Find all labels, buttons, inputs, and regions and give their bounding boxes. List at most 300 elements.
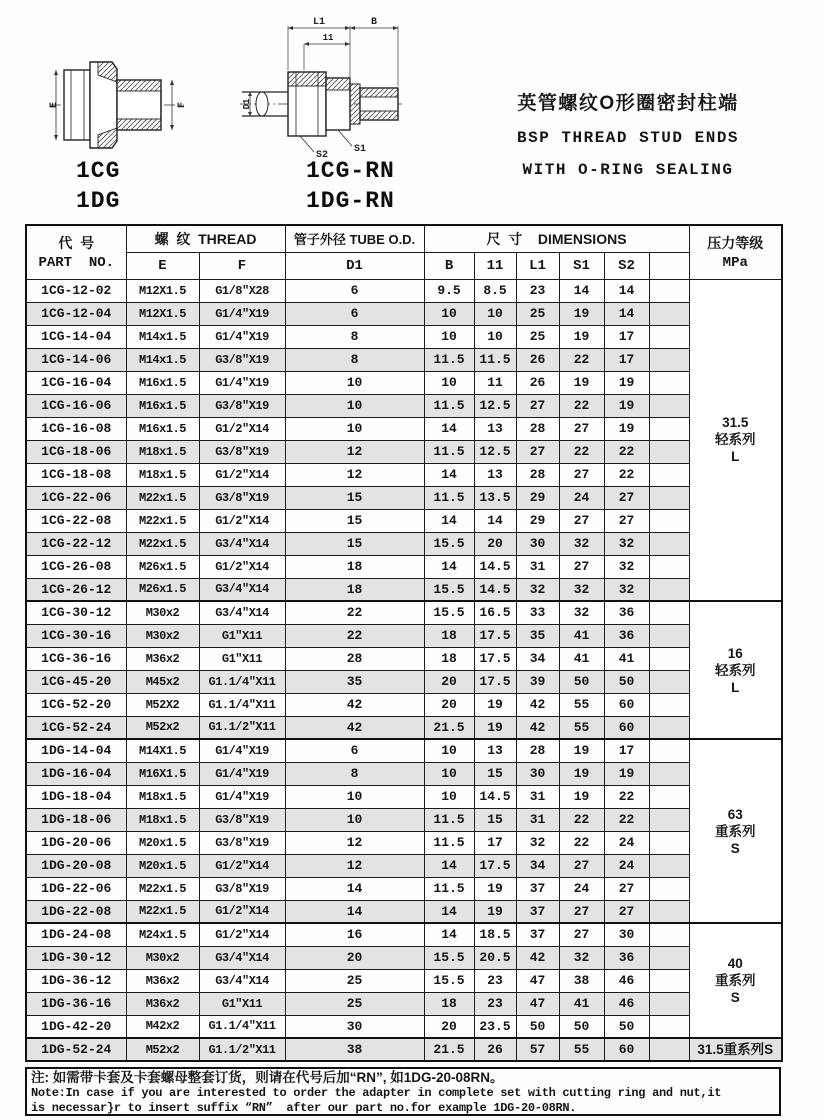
blank-cell bbox=[649, 670, 689, 693]
thread-e-cell: M12X1.5 bbox=[126, 279, 199, 302]
note-line-en-1: Note:In case if you are interested to order the adapter in complete set with cutting ring and nut,it bbox=[31, 1086, 722, 1100]
dim-l1-cell: 57 bbox=[516, 1038, 559, 1061]
table-row bbox=[26, 877, 782, 900]
dim-l1-small-cell: 17.5 bbox=[474, 624, 516, 647]
dim-l1-cell: 39 bbox=[516, 670, 559, 693]
tube-od-d1-cell: 38 bbox=[285, 1038, 424, 1061]
thread-e-cell: M30x2 bbox=[126, 946, 199, 969]
dim-s2-cell: 19 bbox=[604, 394, 649, 417]
dim-s2-cell: 17 bbox=[604, 739, 649, 762]
part-no-cell: 1DG-22-08 bbox=[26, 900, 126, 923]
table-row bbox=[26, 923, 782, 946]
blank-cell bbox=[649, 739, 689, 762]
tube-od-d1-cell: 6 bbox=[285, 279, 424, 302]
part-no-cell: 1DG-18-04 bbox=[26, 785, 126, 808]
part-no-cell: 1CG-16-04 bbox=[26, 371, 126, 394]
spec-table bbox=[25, 224, 783, 1062]
blank-cell bbox=[649, 762, 689, 785]
dim-l1-cell: 28 bbox=[516, 417, 559, 440]
blank-cell bbox=[649, 946, 689, 969]
dim-s2-cell: 22 bbox=[604, 785, 649, 808]
tube-od-d1-cell: 8 bbox=[285, 348, 424, 371]
thread-e-cell: M14x1.5 bbox=[126, 348, 199, 371]
blank-cell bbox=[649, 624, 689, 647]
dim-s2-cell: 60 bbox=[604, 693, 649, 716]
table-row bbox=[26, 969, 782, 992]
dim-l1-cell: 26 bbox=[516, 348, 559, 371]
thread-f-cell: G1/2″X14 bbox=[199, 509, 285, 532]
dim-b-cell: 18 bbox=[424, 624, 474, 647]
blank-cell bbox=[649, 555, 689, 578]
table-row bbox=[26, 762, 782, 785]
dim-s2-cell: 24 bbox=[604, 854, 649, 877]
blank-cell bbox=[649, 900, 689, 923]
table-row bbox=[26, 624, 782, 647]
table-row bbox=[26, 486, 782, 509]
dim-b-cell: 10 bbox=[424, 762, 474, 785]
dim-b-cell: 15.5 bbox=[424, 969, 474, 992]
dim-l1-cell: 23 bbox=[516, 279, 559, 302]
tube-od-d1-cell: 12 bbox=[285, 854, 424, 877]
part-no-cell: 1DG-20-08 bbox=[26, 854, 126, 877]
dim-s1-cell: 27 bbox=[559, 463, 604, 486]
dim-b-cell: 15.5 bbox=[424, 578, 474, 601]
dim-l1-small-cell: 19 bbox=[474, 877, 516, 900]
tube-od-d1-cell: 14 bbox=[285, 900, 424, 923]
dim-b-cell: 11.5 bbox=[424, 831, 474, 854]
dim-s2-cell: 19 bbox=[604, 762, 649, 785]
dim-s1-cell: 55 bbox=[559, 693, 604, 716]
dim-s1-cell: 55 bbox=[559, 716, 604, 739]
dim-s2-cell: 27 bbox=[604, 509, 649, 532]
dim-s2-cell: 19 bbox=[604, 417, 649, 440]
thread-f-cell: G1/4″X19 bbox=[199, 762, 285, 785]
table-row bbox=[26, 601, 782, 624]
dim-s2-cell: 22 bbox=[604, 463, 649, 486]
thread-e-cell: M26x1.5 bbox=[126, 555, 199, 578]
part-no-cell: 1CG-36-16 bbox=[26, 647, 126, 670]
thread-f-cell: G1.1/2″X11 bbox=[199, 1038, 285, 1061]
dim-s1-cell: 22 bbox=[559, 348, 604, 371]
dim-s2-cell: 24 bbox=[604, 831, 649, 854]
dim-l1-cell: 32 bbox=[516, 578, 559, 601]
dim-l1-cell: 25 bbox=[516, 325, 559, 348]
thread-e-cell: M20x1.5 bbox=[126, 831, 199, 854]
part-no-cell: 1DG-24-08 bbox=[26, 923, 126, 946]
blank-cell bbox=[649, 992, 689, 1015]
dim-l1-small-cell: 15 bbox=[474, 808, 516, 831]
dim-s1-cell: 32 bbox=[559, 601, 604, 624]
dim-s1-cell: 50 bbox=[559, 1015, 604, 1038]
dim-s1-cell: 22 bbox=[559, 394, 604, 417]
dim-s2-cell: 22 bbox=[604, 808, 649, 831]
blank-cell bbox=[649, 785, 689, 808]
table-row bbox=[26, 302, 782, 325]
thread-f-cell: G1″X11 bbox=[199, 647, 285, 670]
dim-s2-cell: 36 bbox=[604, 601, 649, 624]
tube-od-d1-cell: 35 bbox=[285, 670, 424, 693]
dim-l1-cell: 27 bbox=[516, 394, 559, 417]
blank-cell bbox=[649, 440, 689, 463]
thread-e-cell: M16X1.5 bbox=[126, 762, 199, 785]
dim-l1-cell: 37 bbox=[516, 900, 559, 923]
thread-e-cell: M22x1.5 bbox=[126, 486, 199, 509]
header-d1: D1 bbox=[285, 252, 424, 279]
dim-l1-small-cell: 10 bbox=[474, 325, 516, 348]
dim-label-s2: S2 bbox=[316, 150, 329, 161]
dim-s1-cell: 27 bbox=[559, 509, 604, 532]
dim-b-cell: 15.5 bbox=[424, 946, 474, 969]
thread-f-cell: G3/8″X19 bbox=[199, 831, 285, 854]
blank-cell bbox=[649, 969, 689, 992]
dim-b-cell: 10 bbox=[424, 325, 474, 348]
tube-od-d1-cell: 10 bbox=[285, 808, 424, 831]
blank-cell bbox=[649, 371, 689, 394]
pressure-rating-cell: 31.5 轻系列 L bbox=[689, 279, 782, 601]
dim-l1-small-cell: 23 bbox=[474, 992, 516, 1015]
blank-cell bbox=[649, 279, 689, 302]
dim-l1-cell: 31 bbox=[516, 785, 559, 808]
blank-cell bbox=[649, 693, 689, 716]
part-no-cell: 1CG-16-08 bbox=[26, 417, 126, 440]
dim-b-cell: 11.5 bbox=[424, 348, 474, 371]
dim-b-cell: 11.5 bbox=[424, 486, 474, 509]
dim-s1-cell: 27 bbox=[559, 417, 604, 440]
part-no-cell: 1CG-22-08 bbox=[26, 509, 126, 532]
dim-s1-cell: 41 bbox=[559, 992, 604, 1015]
thread-f-cell: G3/4″X14 bbox=[199, 532, 285, 555]
dim-l1-small-cell: 14 bbox=[474, 509, 516, 532]
dim-s2-cell: 32 bbox=[604, 532, 649, 555]
thread-f-cell: G1/2″X14 bbox=[199, 923, 285, 946]
thread-f-cell: G3/8″X19 bbox=[199, 877, 285, 900]
tube-od-d1-cell: 6 bbox=[285, 302, 424, 325]
dim-l1-small-cell: 12.5 bbox=[474, 394, 516, 417]
tube-od-d1-cell: 25 bbox=[285, 992, 424, 1015]
dim-s2-cell: 17 bbox=[604, 348, 649, 371]
thread-f-cell: G1.1/4″X11 bbox=[199, 693, 285, 716]
thread-e-cell: M18x1.5 bbox=[126, 463, 199, 486]
blank-cell bbox=[649, 348, 689, 371]
dim-l1-cell: 34 bbox=[516, 647, 559, 670]
dim-l1-small-cell: 14.5 bbox=[474, 785, 516, 808]
dim-s2-cell: 60 bbox=[604, 716, 649, 739]
thread-f-cell: G1/4″X19 bbox=[199, 302, 285, 325]
tube-od-d1-cell: 6 bbox=[285, 739, 424, 762]
dim-s2-cell: 60 bbox=[604, 1038, 649, 1061]
thread-e-cell: M42x2 bbox=[126, 1015, 199, 1038]
dim-b-cell: 14 bbox=[424, 417, 474, 440]
dim-label-s1: S1 bbox=[354, 144, 367, 155]
thread-e-cell: M45x2 bbox=[126, 670, 199, 693]
page-title-zh: 英管螺纹O形圈密封柱端 bbox=[517, 93, 739, 114]
dim-l1-small-cell: 8.5 bbox=[474, 279, 516, 302]
dim-l1-small-cell: 13 bbox=[474, 417, 516, 440]
dim-s2-cell: 27 bbox=[604, 877, 649, 900]
dim-l1-small-cell: 11.5 bbox=[474, 348, 516, 371]
blank-cell bbox=[649, 532, 689, 555]
part-no-cell: 1CG-26-08 bbox=[26, 555, 126, 578]
dim-s1-cell: 27 bbox=[559, 555, 604, 578]
dim-s1-cell: 19 bbox=[559, 371, 604, 394]
dim-l1-small-cell: 23 bbox=[474, 969, 516, 992]
table-row bbox=[26, 854, 782, 877]
part-no-cell: 1DG-42-20 bbox=[26, 1015, 126, 1038]
dim-s2-cell: 32 bbox=[604, 555, 649, 578]
part-no-cell: 1CG-52-24 bbox=[26, 716, 126, 739]
part-no-cell: 1CG-52-20 bbox=[26, 693, 126, 716]
thread-f-cell: G3/8″X19 bbox=[199, 394, 285, 417]
dim-l1-small-cell: 17.5 bbox=[474, 670, 516, 693]
dim-b-cell: 14 bbox=[424, 854, 474, 877]
dim-l1-cell: 28 bbox=[516, 463, 559, 486]
blank-cell bbox=[649, 1015, 689, 1038]
dim-s1-cell: 32 bbox=[559, 946, 604, 969]
table-row bbox=[26, 785, 782, 808]
dim-b-cell: 14 bbox=[424, 463, 474, 486]
tube-od-d1-cell: 20 bbox=[285, 946, 424, 969]
table-row bbox=[26, 532, 782, 555]
part-no-cell: 1CG-22-12 bbox=[26, 532, 126, 555]
dim-l1-cell: 29 bbox=[516, 509, 559, 532]
header-row-2 bbox=[26, 252, 782, 279]
dim-l1-small-cell: 13.5 bbox=[474, 486, 516, 509]
dim-l1-cell: 27 bbox=[516, 440, 559, 463]
thread-e-cell: M52X2 bbox=[126, 693, 199, 716]
dim-s1-cell: 24 bbox=[559, 877, 604, 900]
dim-b-cell: 10 bbox=[424, 371, 474, 394]
thread-f-cell: G1.1/4″X11 bbox=[199, 1015, 285, 1038]
thread-e-cell: M22x1.5 bbox=[126, 900, 199, 923]
tube-od-d1-cell: 8 bbox=[285, 325, 424, 348]
part-no-cell: 1DG-52-24 bbox=[26, 1038, 126, 1061]
blank-cell bbox=[649, 486, 689, 509]
stud-fitting-rn-drawing bbox=[238, 14, 406, 166]
thread-f-cell: G1/4″X19 bbox=[199, 739, 285, 762]
thread-e-cell: M52x2 bbox=[126, 716, 199, 739]
dim-s2-cell: 14 bbox=[604, 279, 649, 302]
thread-f-cell: G1″X11 bbox=[199, 992, 285, 1015]
dim-s1-cell: 27 bbox=[559, 854, 604, 877]
thread-e-cell: M30x2 bbox=[126, 601, 199, 624]
thread-f-cell: G3/8″X19 bbox=[199, 808, 285, 831]
part-no-cell: 1CG-26-12 bbox=[26, 578, 126, 601]
part-no-cell: 1CG-18-08 bbox=[26, 463, 126, 486]
table-body bbox=[26, 279, 782, 1061]
blank-cell bbox=[649, 463, 689, 486]
dim-b-cell: 14 bbox=[424, 509, 474, 532]
dim-l1-small-cell: 11 bbox=[474, 371, 516, 394]
header-s2: S2 bbox=[604, 252, 649, 279]
header-f: F bbox=[199, 252, 285, 279]
dim-b-cell: 11.5 bbox=[424, 808, 474, 831]
table-row bbox=[26, 578, 782, 601]
table-row bbox=[26, 808, 782, 831]
dim-b-cell: 21.5 bbox=[424, 1038, 474, 1061]
part-no-cell: 1CG-30-16 bbox=[26, 624, 126, 647]
part-no-cell: 1CG-45-20 bbox=[26, 670, 126, 693]
table-row bbox=[26, 992, 782, 1015]
part-no-cell: 1CG-12-02 bbox=[26, 279, 126, 302]
dim-l1-small-cell: 26 bbox=[474, 1038, 516, 1061]
tube-od-d1-cell: 10 bbox=[285, 417, 424, 440]
page-title-en-2: WITH O-RING SEALING bbox=[522, 161, 734, 179]
dim-b-cell: 14 bbox=[424, 900, 474, 923]
dim-s1-cell: 38 bbox=[559, 969, 604, 992]
note-line-en-2: is necessar}r to insert suffix “RN” after our part no.for example 1DG-20-08RN. bbox=[31, 1101, 577, 1115]
part-no-cell: 1CG-12-04 bbox=[26, 302, 126, 325]
dim-s1-cell: 19 bbox=[559, 785, 604, 808]
dim-b-cell: 10 bbox=[424, 785, 474, 808]
dim-s2-cell: 50 bbox=[604, 670, 649, 693]
dim-s1-cell: 19 bbox=[559, 739, 604, 762]
dim-l1-cell: 42 bbox=[516, 946, 559, 969]
thread-f-cell: G3/4″X14 bbox=[199, 969, 285, 992]
table-row bbox=[26, 1038, 782, 1061]
dim-s2-cell: 46 bbox=[604, 992, 649, 1015]
tube-od-d1-cell: 15 bbox=[285, 486, 424, 509]
thread-f-cell: G3/4″X14 bbox=[199, 578, 285, 601]
tube-od-d1-cell: 22 bbox=[285, 601, 424, 624]
tube-od-d1-cell: 42 bbox=[285, 693, 424, 716]
pressure-rating-cell: 31.5重系列S bbox=[689, 1038, 782, 1061]
thread-e-cell: M20x1.5 bbox=[126, 854, 199, 877]
note-line-zh: 注: 如需带卡套及卡套螺母整套订货，则请在代号后加“RN”, 如1DG-20-08RN。 bbox=[31, 1070, 504, 1085]
thread-e-cell: M12X1.5 bbox=[126, 302, 199, 325]
dim-s1-cell: 14 bbox=[559, 279, 604, 302]
thread-e-cell: M22x1.5 bbox=[126, 877, 199, 900]
pressure-rating-cell: 63 重系列 S bbox=[689, 739, 782, 923]
dim-l1-small-cell: 17.5 bbox=[474, 647, 516, 670]
dim-l1-small-cell: 20.5 bbox=[474, 946, 516, 969]
thread-e-cell: M14x1.5 bbox=[126, 325, 199, 348]
blank-cell bbox=[649, 1038, 689, 1061]
dim-s1-cell: 55 bbox=[559, 1038, 604, 1061]
blank-cell bbox=[649, 302, 689, 325]
blank-cell bbox=[649, 394, 689, 417]
part-no-cell: 1DG-20-06 bbox=[26, 831, 126, 854]
header-row-1 bbox=[26, 225, 782, 252]
dim-l1-small-cell: 19 bbox=[474, 716, 516, 739]
part-no-cell: 1DG-16-04 bbox=[26, 762, 126, 785]
dim-s2-cell: 22 bbox=[604, 440, 649, 463]
dim-b-cell: 21.5 bbox=[424, 716, 474, 739]
dim-l1-small-cell: 12.5 bbox=[474, 440, 516, 463]
dim-l1-cell: 37 bbox=[516, 923, 559, 946]
blank-cell bbox=[649, 923, 689, 946]
part-no-cell: 1DG-14-04 bbox=[26, 739, 126, 762]
tube-od-d1-cell: 10 bbox=[285, 785, 424, 808]
thread-f-cell: G1/4″X19 bbox=[199, 371, 285, 394]
part-no-cell: 1DG-36-16 bbox=[26, 992, 126, 1015]
tube-od-d1-cell: 12 bbox=[285, 463, 424, 486]
table-row bbox=[26, 440, 782, 463]
thread-e-cell: M16x1.5 bbox=[126, 394, 199, 417]
dim-s1-cell: 22 bbox=[559, 808, 604, 831]
thread-f-cell: G3/4″X14 bbox=[199, 601, 285, 624]
dim-b-cell: 10 bbox=[424, 302, 474, 325]
header-b: B bbox=[424, 252, 474, 279]
header-tube-od: 管子外径 TUBE O.D. bbox=[285, 225, 424, 252]
dim-s1-cell: 32 bbox=[559, 532, 604, 555]
tube-od-d1-cell: 15 bbox=[285, 532, 424, 555]
part-no-cell: 1CG-14-06 bbox=[26, 348, 126, 371]
dim-s1-cell: 41 bbox=[559, 624, 604, 647]
dim-s2-cell: 14 bbox=[604, 302, 649, 325]
part-no-cell: 1CG-16-06 bbox=[26, 394, 126, 417]
dim-label-l1-small: 11 bbox=[322, 33, 334, 43]
dim-l1-cell: 34 bbox=[516, 854, 559, 877]
tube-od-d1-cell: 25 bbox=[285, 969, 424, 992]
dim-l1-cell: 26 bbox=[516, 371, 559, 394]
table-row bbox=[26, 555, 782, 578]
dim-l1-small-cell: 14.5 bbox=[474, 578, 516, 601]
thread-f-cell: G1/2″X14 bbox=[199, 463, 285, 486]
dim-l1-cell: 25 bbox=[516, 302, 559, 325]
dim-s2-cell: 41 bbox=[604, 647, 649, 670]
thread-f-cell: G3/8″X19 bbox=[199, 348, 285, 371]
dim-l1-cell: 31 bbox=[516, 808, 559, 831]
dim-s1-cell: 22 bbox=[559, 831, 604, 854]
table-row bbox=[26, 509, 782, 532]
thread-e-cell: M16x1.5 bbox=[126, 417, 199, 440]
dim-l1-small-cell: 17 bbox=[474, 831, 516, 854]
dim-l1-small-cell: 16.5 bbox=[474, 601, 516, 624]
tube-od-d1-cell: 10 bbox=[285, 394, 424, 417]
tube-od-d1-cell: 12 bbox=[285, 440, 424, 463]
dim-b-cell: 18 bbox=[424, 992, 474, 1015]
note-box bbox=[25, 1067, 781, 1116]
figure-caption-1cg: 1CG bbox=[76, 158, 121, 184]
thread-f-cell: G1.1/2″X11 bbox=[199, 716, 285, 739]
dim-b-cell: 14 bbox=[424, 923, 474, 946]
dim-b-cell: 20 bbox=[424, 1015, 474, 1038]
tube-od-d1-cell: 30 bbox=[285, 1015, 424, 1038]
dim-l1-small-cell: 20 bbox=[474, 532, 516, 555]
table-row bbox=[26, 371, 782, 394]
thread-f-cell: G1/8″X28 bbox=[199, 279, 285, 302]
thread-e-cell: M36x2 bbox=[126, 969, 199, 992]
thread-f-cell: G3/8″X19 bbox=[199, 486, 285, 509]
pressure-rating-cell: 40 重系列 S bbox=[689, 923, 782, 1038]
thread-e-cell: M16x1.5 bbox=[126, 371, 199, 394]
thread-f-cell: G1/4″X19 bbox=[199, 325, 285, 348]
tube-od-d1-cell: 14 bbox=[285, 877, 424, 900]
dim-s1-cell: 27 bbox=[559, 900, 604, 923]
thread-f-cell: G1/4″X19 bbox=[199, 785, 285, 808]
blank-cell bbox=[649, 578, 689, 601]
table-row bbox=[26, 279, 782, 302]
thread-e-cell: M24x1.5 bbox=[126, 923, 199, 946]
thread-f-cell: G3/8″X19 bbox=[199, 440, 285, 463]
thread-e-cell: M22x1.5 bbox=[126, 509, 199, 532]
header-blank bbox=[649, 252, 689, 279]
dim-s2-cell: 36 bbox=[604, 946, 649, 969]
thread-e-cell: M18x1.5 bbox=[126, 785, 199, 808]
dim-l1-cell: 37 bbox=[516, 877, 559, 900]
table-row bbox=[26, 946, 782, 969]
dim-l1-small-cell: 23.5 bbox=[474, 1015, 516, 1038]
dim-l1-cell: 28 bbox=[516, 739, 559, 762]
dim-l1-small-cell: 14.5 bbox=[474, 555, 516, 578]
dim-s1-cell: 19 bbox=[559, 762, 604, 785]
dim-s1-cell: 24 bbox=[559, 486, 604, 509]
dim-s2-cell: 32 bbox=[604, 578, 649, 601]
dim-l1-small-cell: 19 bbox=[474, 900, 516, 923]
dim-b-cell: 15.5 bbox=[424, 601, 474, 624]
dim-l1-small-cell: 13 bbox=[474, 463, 516, 486]
thread-e-cell: M52x2 bbox=[126, 1038, 199, 1061]
